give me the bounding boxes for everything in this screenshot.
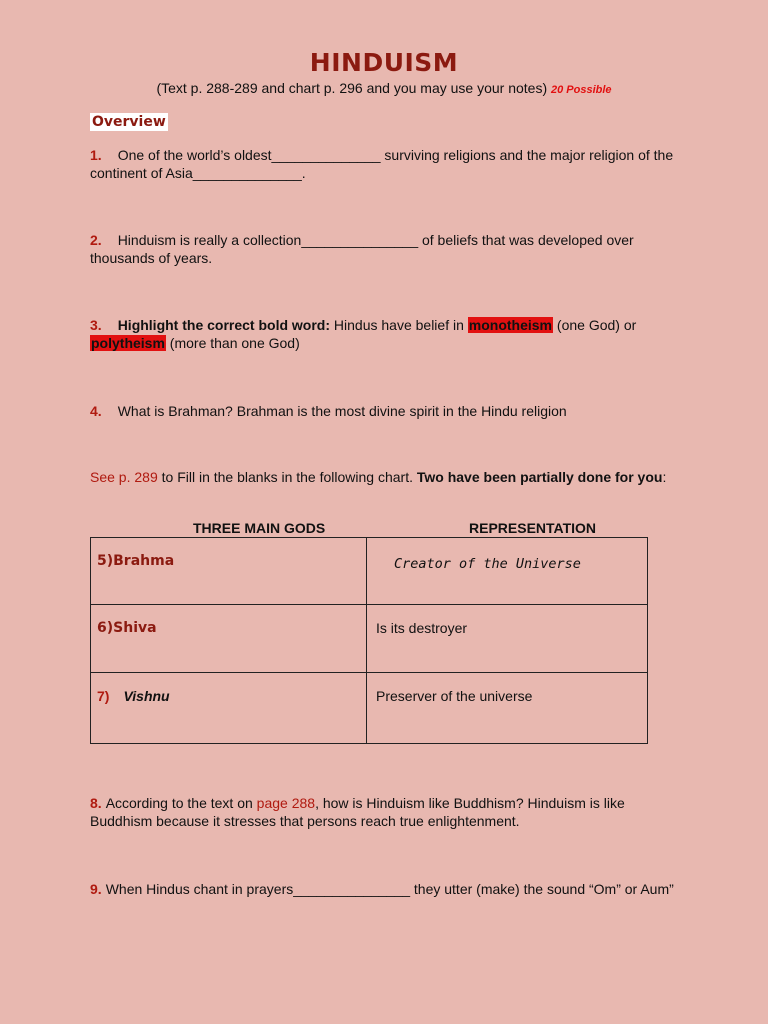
table-row — [91, 538, 648, 605]
page-subtitle — [0, 80, 768, 96]
question-9 — [90, 880, 690, 898]
possible-points: 20 Possible — [551, 84, 612, 96]
question-3 — [90, 316, 690, 352]
representation-text: Preserver of the universe — [376, 688, 533, 704]
god-name: 5)Brahma — [97, 553, 175, 569]
question-text: What is Brahman? Brahman is the most divine spirit in the Hindu religion — [117, 403, 567, 419]
question-lead: Hindus have belief in — [333, 317, 464, 333]
representation-cell — [367, 605, 648, 673]
instruction-bold: Two have been partially done for you — [416, 469, 663, 485]
representation-text: Creator of the Universe — [394, 556, 581, 572]
highlighted-word-polytheism: polytheism — [91, 335, 165, 351]
highlighted-word-monotheism: monotheism — [468, 317, 553, 333]
question-pre: According to the text on — [105, 795, 253, 811]
question-after2: (more than one God) — [169, 335, 300, 351]
question-post: , how is Hinduism like Buddhism? Hinduism is like Buddhism because it stresses that persons reach true enlightenment. — [90, 795, 625, 829]
table-header-representation: REPRESENTATION — [469, 520, 597, 536]
god-number: 7) — [97, 688, 110, 704]
representation-text: Is its destroyer — [376, 620, 468, 636]
question-instruction: Highlight the correct bold word: — [117, 317, 331, 333]
gods-table — [90, 537, 648, 744]
question-1 — [90, 146, 690, 182]
instruction-text: to Fill in the blanks in the following chart. — [161, 469, 413, 485]
instruction-end: : — [662, 469, 667, 485]
god-cell — [91, 605, 367, 673]
question-number: 2. — [90, 232, 102, 248]
god-name: 6)Shiva — [97, 620, 157, 636]
question-4 — [90, 402, 690, 420]
table-header-gods: THREE MAIN GODS — [193, 520, 326, 536]
representation-cell — [367, 673, 648, 744]
page-title: HINDUISM — [309, 48, 459, 77]
overview-heading: Overview — [92, 114, 166, 130]
representation-cell — [367, 538, 648, 605]
god-cell — [91, 538, 367, 605]
question-number: 3. — [90, 317, 102, 333]
question-after1: (one God) or — [556, 317, 637, 333]
god-cell — [91, 673, 367, 744]
question-number: 1. — [90, 147, 102, 163]
table-row — [91, 673, 648, 744]
question-2 — [90, 231, 690, 267]
question-number: 4. — [90, 403, 102, 419]
chart-instructions — [90, 468, 690, 486]
god-name — [91, 673, 366, 704]
question-text: One of the world’s oldest______________ surviving religions and the major religion of the continent of Asia______________. — [90, 147, 674, 181]
table-row — [91, 605, 648, 673]
subtitle-text: (Text p. 288-289 and chart p. 296 and you may use your notes) — [156, 80, 548, 96]
god-name-text: Vishnu — [123, 688, 170, 704]
question-text: When Hindus chant in prayers_______________ they utter (make) the sound “Om” or Aum” — [105, 881, 674, 897]
question-number: 9. — [90, 881, 102, 897]
question-text: Hinduism is really a collection_______________ of beliefs that was developed over thousands of years. — [90, 232, 634, 266]
page-reference: See p. 289 — [90, 469, 158, 485]
page-reference: page 288 — [256, 795, 316, 811]
question-number: 8. — [90, 795, 102, 811]
question-8 — [90, 794, 690, 830]
